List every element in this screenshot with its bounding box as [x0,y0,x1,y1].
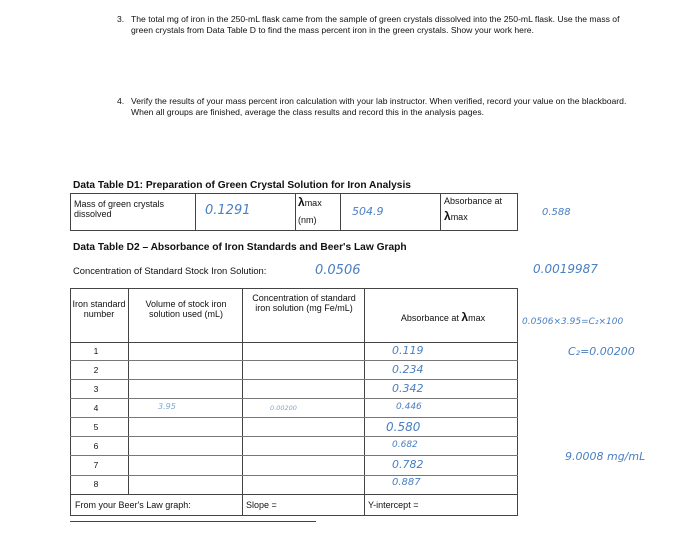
lambda-max-label: λmax [298,195,322,209]
row-5-number: 5 [93,422,99,432]
mass-label: Mass of green crystals dissolved [74,199,165,219]
question-4-number: 4. [117,96,125,106]
row-1-absorbance: 0.119 [392,344,424,357]
table-d2-title: Data Table D2 – Absorbance of Iron Standards and Beer's Law Graph [73,242,407,253]
question-4-text: Verify the results of your mass percent iron calculation with your lab instructor. When verified, record your value on the blackboard. When all groups are finished, average the class results and record this in the analysis pages. [131,96,627,117]
margin-note-3: C₂=0.00200 [568,345,635,358]
absorbance-lambda-label: λmax [444,209,468,223]
margin-note-4: 9.0008 mg/mL [565,450,646,463]
mass-value: 0.1291 [205,203,251,218]
row-5-absorbance: 0.580 [386,420,421,434]
row-4-concentration: 0.00200 [270,404,297,412]
absorbance-value: 0.588 [542,207,571,218]
stock-concentration-label: Concentration of Standard Stock Iron Solution: [73,265,267,276]
row-7-absorbance: 0.782 [392,458,424,471]
question-3-text: The total mg of iron in the 250-mL flask came from the sample of green crystals dissolved into the 250-mL flask. Use the mass of green crystals from Data Table D to find the mass percent iron in the green crystals. Show your work here. [131,14,620,35]
row-4-volume: 3.95 [158,402,176,411]
row-8-number: 8 [93,479,99,489]
stock-concentration-value: 0.0506 [315,263,361,278]
header-standard-number: Iron standard number [72,299,126,319]
row-7-number: 7 [93,460,99,470]
row-6-absorbance: 0.682 [392,440,418,450]
footer-underline [70,521,316,522]
lambda-unit: (nm) [298,215,317,225]
row-1-number: 1 [93,346,99,356]
row-4-absorbance: 0.446 [396,402,422,412]
header-concentration: Concentration of standard iron solution (mg Fe/mL) [252,293,356,313]
row-2-number: 2 [93,365,99,375]
header-absorbance: Absorbance at λmax [400,310,486,324]
question-3-number: 3. [117,14,125,24]
intercept-label: Y-intercept = [368,500,419,510]
margin-note-2: 0.0506×3.95=C₂×100 [522,317,624,327]
row-8-absorbance: 0.887 [392,477,421,488]
margin-note-1: 0.0019987 [533,262,598,276]
slope-label: Slope = [246,500,277,510]
table-d1-title: Data Table D1: Preparation of Green Crystal Solution for Iron Analysis [73,180,411,191]
row-3-absorbance: 0.342 [392,382,424,395]
graph-footer-label: From your Beer's Law graph: [75,500,191,510]
row-3-number: 3 [93,384,99,394]
row-6-number: 6 [93,441,99,451]
row-2-absorbance: 0.234 [392,363,424,376]
lambda-value: 504.9 [352,205,384,218]
absorbance-label: Absorbance at [444,196,503,206]
row-4-number: 4 [93,403,99,413]
header-volume: Volume of stock iron solution used (mL) [145,299,227,319]
